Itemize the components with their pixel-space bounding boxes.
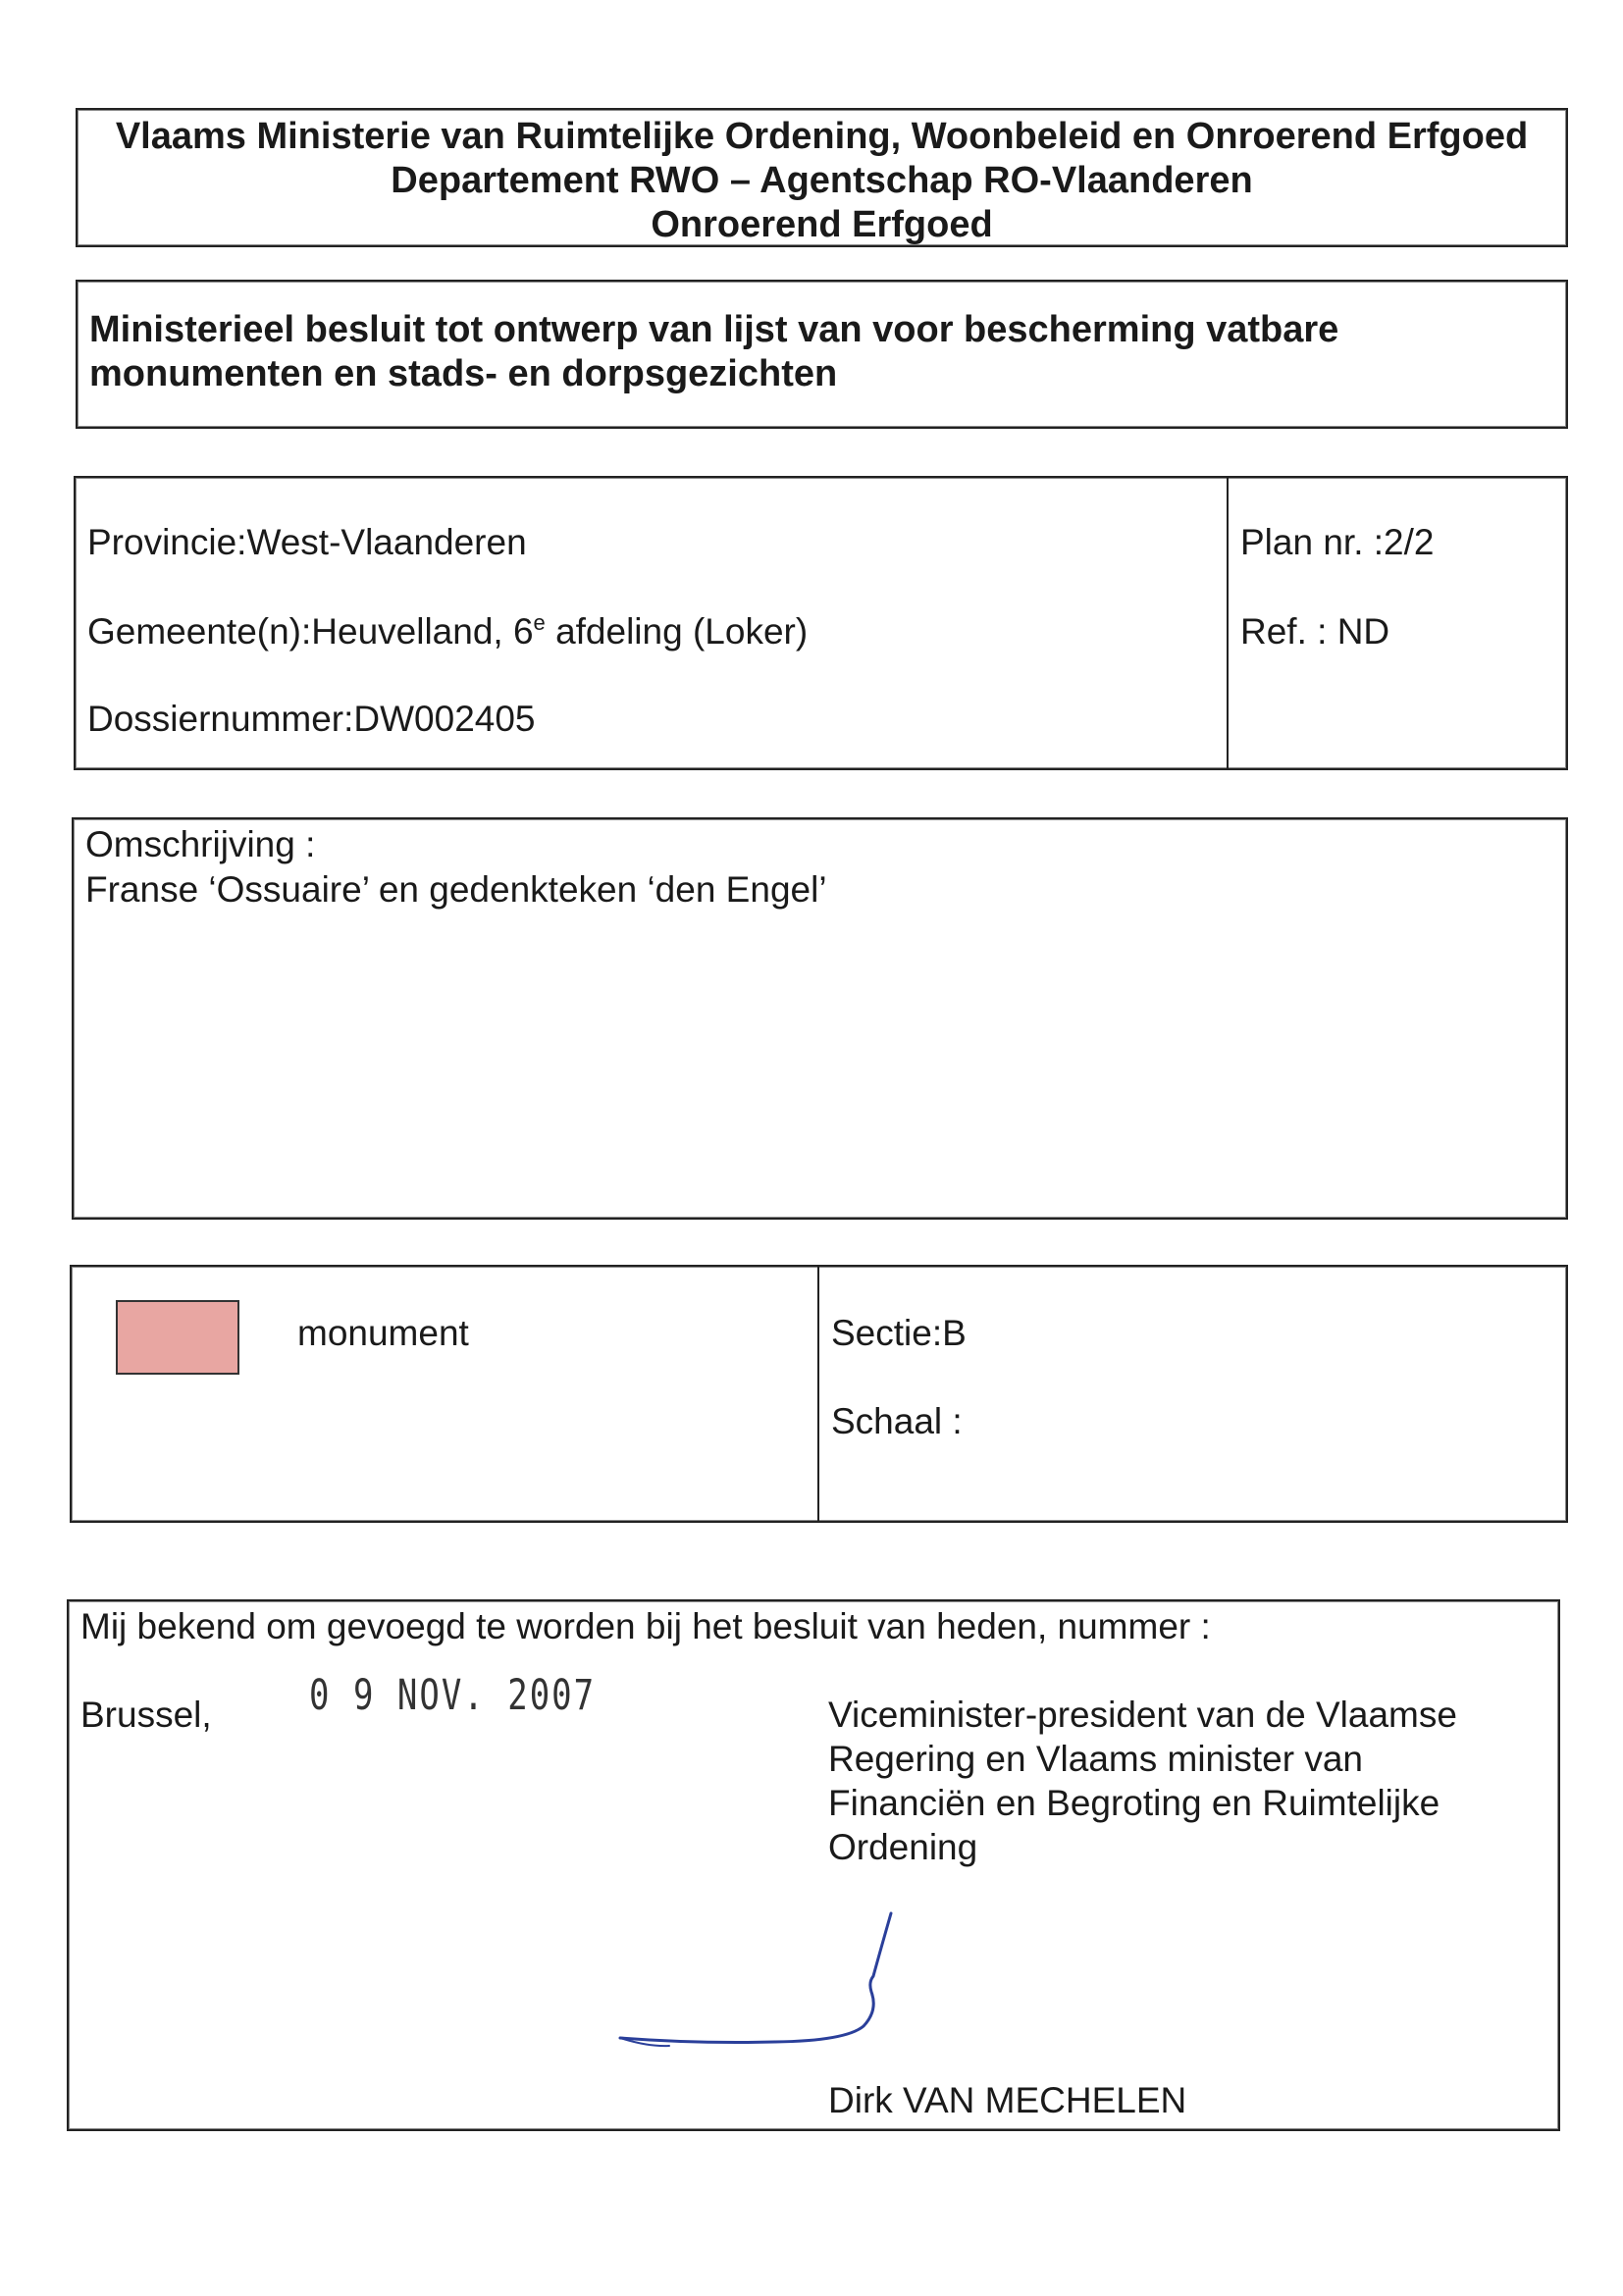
legend-divider xyxy=(817,1267,819,1521)
sectie-field: Sectie:B xyxy=(831,1313,967,1353)
signatory-role-line1: Viceminister-president van de Vlaamse xyxy=(828,1695,1457,1735)
gemeente-field xyxy=(87,610,808,653)
signature-stroke xyxy=(620,1913,891,2043)
gemeente-superscript: e xyxy=(533,610,546,635)
decree-title-line1: Ministerieel besluit tot ontwerp van lijst van voor bescherming vatbare xyxy=(89,309,1339,350)
location-info-box xyxy=(74,476,1568,770)
signatory-name: Dirk VAN MECHELEN xyxy=(828,2080,1187,2120)
department-name: Departement RWO – Agentschap RO-Vlaanderen xyxy=(391,160,1253,201)
signatory-role-line2: Regering en Vlaams minister van xyxy=(828,1739,1363,1779)
reference-field: Ref. : ND xyxy=(1240,611,1390,652)
decree-title-line2: monumenten en stads- en dorpsgezichten xyxy=(89,353,838,394)
schaal-field: Schaal : xyxy=(831,1401,963,1441)
provincie-field: Provincie:West-Vlaanderen xyxy=(87,522,527,562)
legend-box xyxy=(70,1265,1568,1523)
gemeente-text: Gemeente(n):Heuvelland, 6 xyxy=(87,611,534,652)
ministry-name: Vlaams Ministerie van Ruimtelijke Ordening, Woonbeleid en Onroerend Erfgoed xyxy=(115,116,1529,157)
gemeente-afdeling: afdeling (Loker) xyxy=(545,611,809,652)
signature-box xyxy=(67,1599,1560,2131)
signatory-role-line3: Financiën en Begroting en Ruimtelijke xyxy=(828,1783,1440,1823)
signatory-role-line4: Ordening xyxy=(828,1827,978,1867)
acknowledgement-text: Mij bekend om gevoegd te worden bij het besluit van heden, nummer : xyxy=(80,1606,1211,1646)
place-label: Brussel, xyxy=(80,1695,212,1735)
date-stamp: 0 9 NOV. 2007 xyxy=(309,1671,597,1720)
info-divider xyxy=(1227,478,1229,768)
monument-color-swatch xyxy=(116,1300,239,1375)
description-label: Omschrijving : xyxy=(85,824,316,864)
decree-title-box xyxy=(76,280,1568,429)
agency-name: Onroerend Erfgoed xyxy=(651,204,993,245)
description-text: Franse ‘Ossuaire’ en gedenkteken ‘den Engel’ xyxy=(85,869,827,910)
header-box xyxy=(76,108,1568,247)
description-box xyxy=(72,817,1568,1220)
legend-monument-label: monument xyxy=(297,1313,469,1353)
dossier-number-field: Dossiernummer:DW002405 xyxy=(87,699,536,739)
plan-number-field: Plan nr. :2/2 xyxy=(1240,522,1435,562)
handwritten-signature xyxy=(618,1905,913,2053)
